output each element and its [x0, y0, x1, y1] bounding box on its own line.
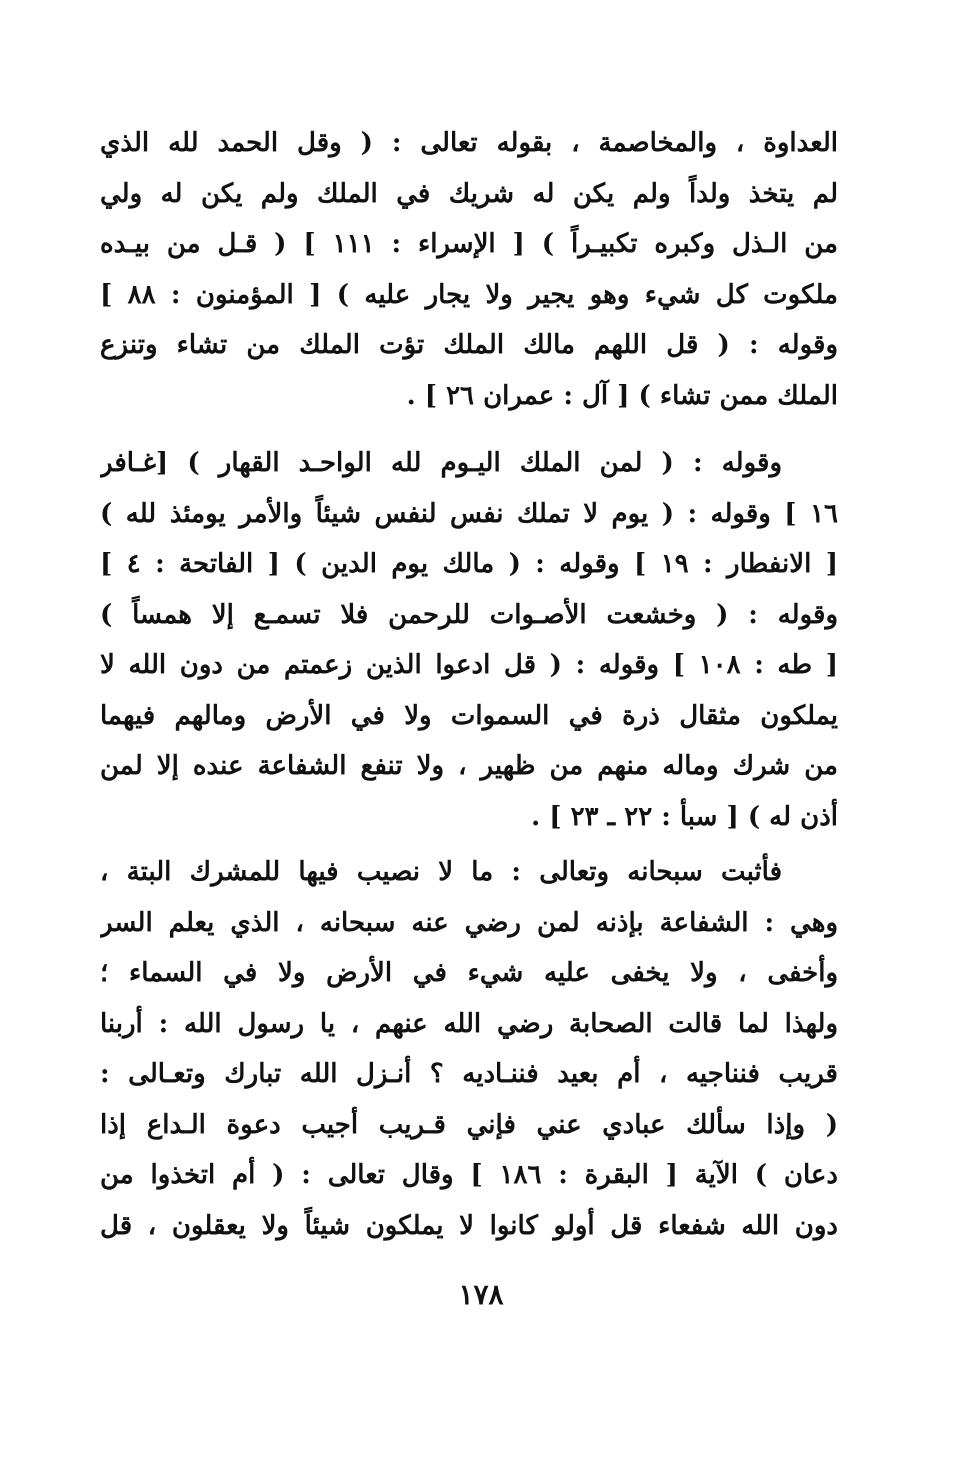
text-line: دون الله شفعاء قل أولو كانوا لا يملكون شيئاً ولا يعقلون ، قل [100, 1210, 838, 1241]
text-line: وأخفى ، ولا يخفى عليه شيء في الأرض ولا في السماء ؛ [100, 958, 838, 988]
text-line: ١٦ ] وقوله : ( يوم لا تملك نفس لنفس شيئاً والأمر يومئذ لله ) [100, 498, 838, 529]
text-line: ولهذا لما قالت الصحابة رضي الله عنهم ، يا رسول الله : أربنا [100, 1008, 838, 1039]
text-line: [ الانفطار : ١٩ ] وقوله : ( مالك يوم الدين ) [ الفاتحة : ٤ ] [100, 549, 838, 579]
text-line: [ طه : ١٠٨ ] وقوله : ( قل ادعوا الذين زعمتم من دون الله لا [100, 650, 838, 680]
text-line: وقوله : ( قل اللهم مالك الملك تؤت الملك من تشاء وتنزع [100, 330, 838, 360]
text-line: فأثبت سبحانه وتعالى : ما لا نصيب فيها للمشرك البتة ، [100, 857, 782, 887]
text-line: الملك ممن تشاء ) [ آل : عمران ٢٦ ] . [406, 380, 838, 411]
paragraph-1 [100, 118, 838, 421]
paragraph-2 [100, 438, 838, 842]
text-line: ( وإذا سألك عبادي عني فإني قـريب أجيب دعوة الـداع إذا [100, 1109, 838, 1140]
paragraph-3 [100, 847, 838, 1251]
text-line: دعان ) الآية [ البقرة : ١٨٦ ] وقال تعالى : ( أم اتخذوا من [100, 1160, 838, 1190]
text-line: وقوله : ( لمن الملك اليـوم لله الواحـد القهار ) [غـافر [100, 448, 782, 478]
text-line: وهي : الشفاعة بإذنه لمن رضي عنه سبحانه ، الذي يعلم السر [100, 907, 838, 938]
text-line: يملكون مثقال ذرة في السموات ولا في الأرض ومالهم فيهما [100, 700, 838, 731]
text-line: من شرك وماله منهم من ظهير ، ولا تنفع الشفاعة عنده إلا لمن [100, 751, 838, 781]
page-number: ١٧٨ [458, 1278, 504, 1311]
text-line: العداوة ، والمخاصمة ، بقوله تعالى : ( وقل الحمد لله الذي [100, 128, 838, 158]
text-line: من الـذل وكبره تكبيـراً ) [ الإسراء : ١١١ ] ( قـل من بيـده [100, 229, 838, 259]
text-line: لم يتخذ ولداً ولم يكن له شريك في الملك ولم يكن له ولي [100, 178, 838, 209]
text-line: قريب فنناجيه ، أم بعيد فننـاديه ؟ أنـزل الله تبارك وتعـالى : [100, 1059, 838, 1089]
text-line: ملكوت كل شيء وهو يجير ولا يجار عليه ) [ المؤمنون : ٨٨ ] [100, 279, 838, 310]
text-line: أذن له ) [ سبأ : ٢٢ ـ ٢٣ ] . [531, 801, 838, 832]
text-line: وقوله : ( وخشعت الأصـوات للرحمن فلا تسمـع إلا همساً ) [100, 599, 838, 630]
